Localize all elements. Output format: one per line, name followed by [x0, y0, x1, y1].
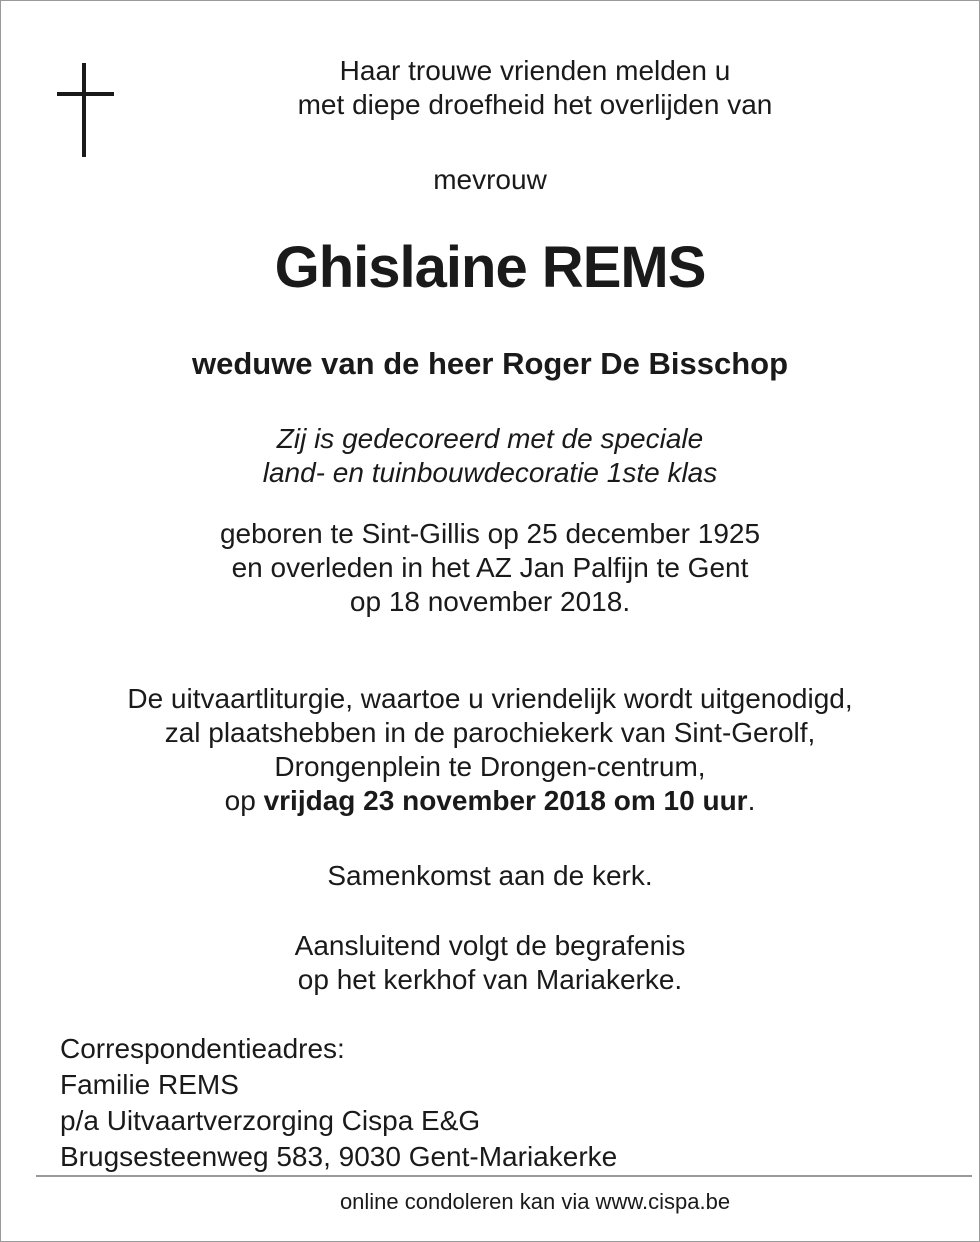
burial-line-1: Aansluitend volgt de begrafenis: [294, 930, 686, 961]
funeral-line-2: zal plaatshebben in de parochiekerk van Sint-Gerolf,: [164, 717, 816, 748]
funeral-line-1: De uitvaartliturgie, waartoe u vriendelijk wordt uitgenodigd,: [127, 683, 853, 714]
condolence-link-text: online condoleren kan via www.cispa.be: [339, 1189, 731, 1214]
footer: [0, 1188, 980, 1216]
footer-divider: [36, 1175, 972, 1177]
deceased-name: Ghislaine REMS: [274, 235, 706, 300]
funeral-line-4: [0, 784, 980, 818]
address-line-1: Familie REMS: [60, 1069, 239, 1100]
address-line-2: p/a Uitvaartverzorging Cispa E&G: [60, 1105, 481, 1136]
intro-text: [45, 54, 980, 122]
funeral-date-suffix: .: [747, 785, 756, 816]
decoration-line-2: land- en tuinbouwdecoratie 1ste klas: [262, 457, 718, 488]
death-date-line: op 18 november 2018.: [349, 586, 631, 617]
gathering-text: Samenkomst aan de kerk.: [327, 860, 653, 891]
address-label: Correspondentieadres:: [60, 1033, 345, 1064]
funeral-text: [0, 682, 980, 818]
relation-text: weduwe van de heer Roger De Bisschop: [191, 346, 789, 381]
salutation: mevrouw: [433, 164, 547, 195]
birth-death-text: [0, 517, 980, 619]
correspondence-address: [60, 1031, 617, 1175]
funeral-line-3: Drongenplein te Drongen-centrum,: [274, 751, 706, 782]
birth-line: geboren te Sint-Gillis op 25 december 1925: [219, 518, 761, 549]
intro-line-1: Haar trouwe vrienden melden u: [339, 55, 731, 86]
funeral-date: vrijdag 23 november 2018 om 10 uur: [263, 785, 748, 816]
decoration-line-1: Zij is gedecoreerd met de speciale: [276, 423, 704, 454]
intro-line-2: met diepe droefheid het overlijden van: [297, 89, 773, 120]
funeral-date-prefix: op: [224, 785, 264, 816]
address-line-3: Brugsesteenweg 583, 9030 Gent-Mariakerke: [60, 1141, 618, 1172]
burial-line-2: op het kerkhof van Mariakerke.: [297, 964, 683, 995]
death-line: en overleden in het AZ Jan Palfijn te Gent: [231, 552, 749, 583]
burial-text: [0, 929, 980, 997]
decoration-text: [0, 422, 980, 490]
